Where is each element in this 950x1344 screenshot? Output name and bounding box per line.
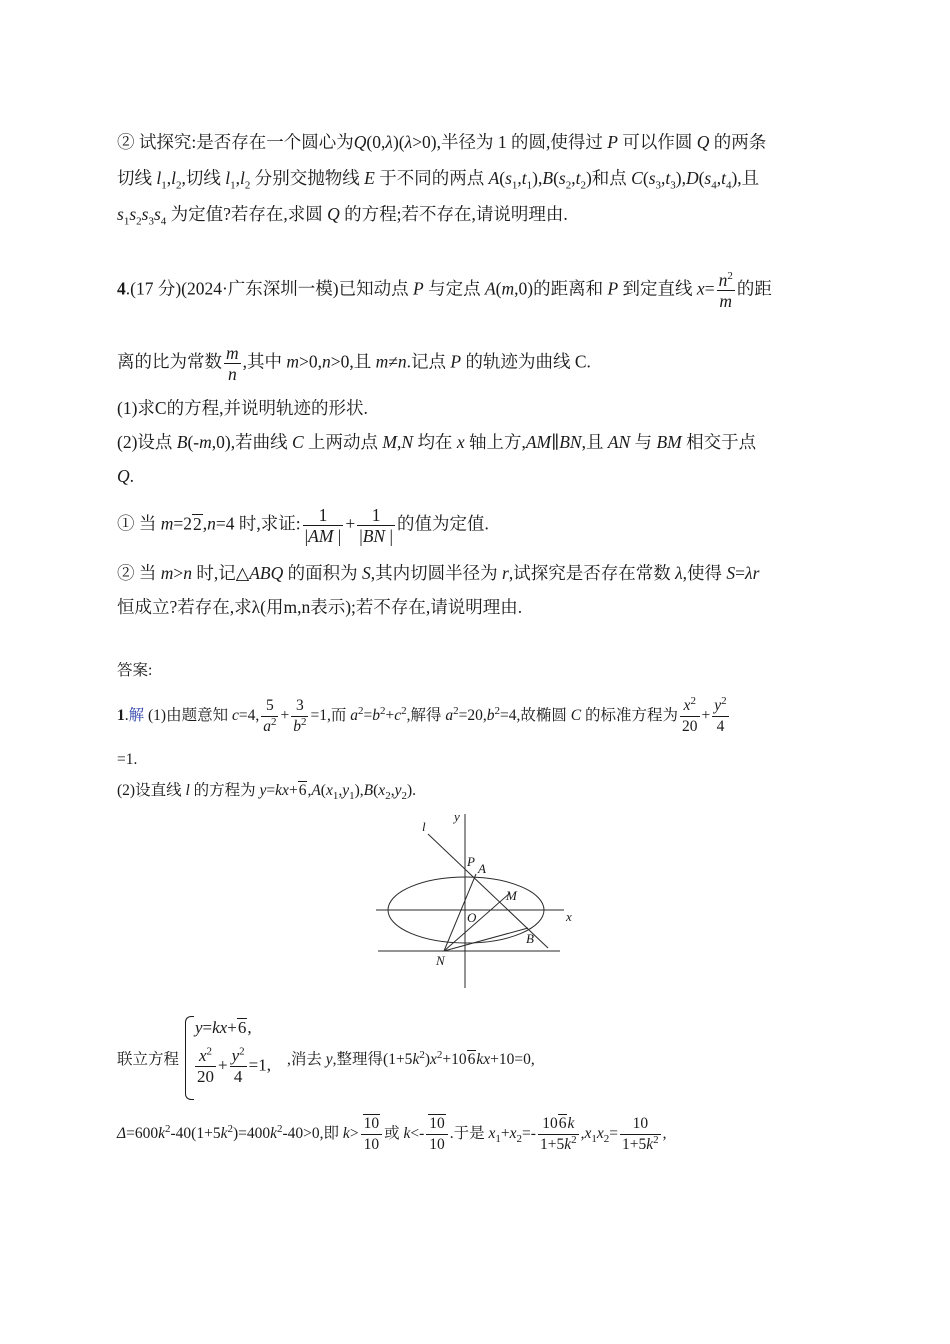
label-A: A <box>478 861 486 876</box>
label-y: y <box>454 809 460 824</box>
label-P: P <box>467 854 475 869</box>
q4-line-7: ② 当 m>n 时,记△ABQ 的面积为 S,其内切圆半径为 r,试探究是否存在常数 λ,使得 S=λr <box>117 563 760 583</box>
q4-line-4: (2)设点 B(-m,0),若曲线 C 上两动点 M,N 均在 x 轴上方,AM∥BN,且 AN 与 BM 相交于点 <box>117 432 757 452</box>
answer-1-line-3: (2)设直线 l 的方程为 $y=kx+6,A(x_1,y_1),B(x_2,y_2)$. <box>117 782 416 803</box>
system-tail: ,消去 y,整理得$(1+5k^2)x^2+106kx+10=0$, <box>287 1048 535 1068</box>
label-l: l <box>422 819 426 834</box>
p1-line-3: $s_1s_2s_3s_4$ 为定值?若存在,求圆 Q 的方程;若不存在,请说明理由. <box>117 204 568 228</box>
q4-line-6: ① 当 m=22,n=4 时,求证: $\frac{1}{|AM |}$ + $\frac{1}{|BN |}$ 的值为定值. <box>117 505 489 546</box>
label-O: O <box>467 910 477 925</box>
q4-line-5: Q. <box>117 466 135 486</box>
answer-title: 答案: <box>117 662 153 679</box>
system-eq-1: y=kx+6, <box>195 1018 252 1037</box>
label-B: B <box>526 931 534 946</box>
p1-line-1: ② 试探究:是否存在一个圆心为Q(0,λ)(λ>0),半径为 1 的圆,使得过 P 可以作圆 Q 的两条 <box>117 132 767 152</box>
label-x: x <box>566 909 572 924</box>
delta-line: $\Delta=600k^2-40(1+5k^2)=400k^2-40>0$,即 k> $\frac{10}{10}$ 或 k<- $\frac{10}{10}$ .于是 $x_1+x_2=-$ $\frac{106k}{1+5k^2}$ $,x_1x_2=$ $\frac{10}{1+5k^2}$ , <box>117 1115 667 1153</box>
p1-line-2: 切线 $l_1,l_2$,切线 $l_1,l_2$ 分别交抛物线 E 于不同的两点 $A(s_1,t_1),B(s_2,t_2)$和点 $C(s_3,t_3),D(s_4,t_4)$,且 <box>117 168 760 192</box>
answer-1-line-2: =1. <box>117 751 138 768</box>
answer-1-label: 解 <box>128 707 145 725</box>
q4-line-3: (1)求C的方程,并说明轨迹的形状. <box>117 398 368 418</box>
label-M: M <box>506 888 517 903</box>
q4-line-8: 恒成立?若存在,求λ(用m,n表示);若不存在,请说明理由. <box>117 597 523 617</box>
answer-1-line-1: 1.解 (1)由题意知 c=4, $\frac{5}{a^2}$ + $\frac{3}{b^2}$ =1,而 $a^2=b^2+c^2$,解得 $a^2=20,b^2=4$,故椭圆 C 的标准方程为 $\frac{x^2}{20}$ + $\frac{y^2}{4}$ <box>117 694 727 735</box>
ellipse-figure <box>370 808 585 990</box>
label-N: N <box>436 953 445 968</box>
q4-line-1: 4.(17 分)(2024·广东深圳一模)已知动点 P 与定点 A(m,0)的距离和 P 到定直线 x= $\frac{n^2}{m}$ 的距 <box>117 270 772 311</box>
system-lead: 联立方程 <box>117 1051 180 1068</box>
q4-line-2: 离的比为常数 $\frac{m}{n}$ ,其中 m>0,n>0,且 m≠n.记点 P 的轨迹为曲线 C. <box>117 343 591 384</box>
system-eq-2: $\frac{x^2}{20}$ + $\frac{y^2}{4}$ =1, <box>197 1045 271 1086</box>
